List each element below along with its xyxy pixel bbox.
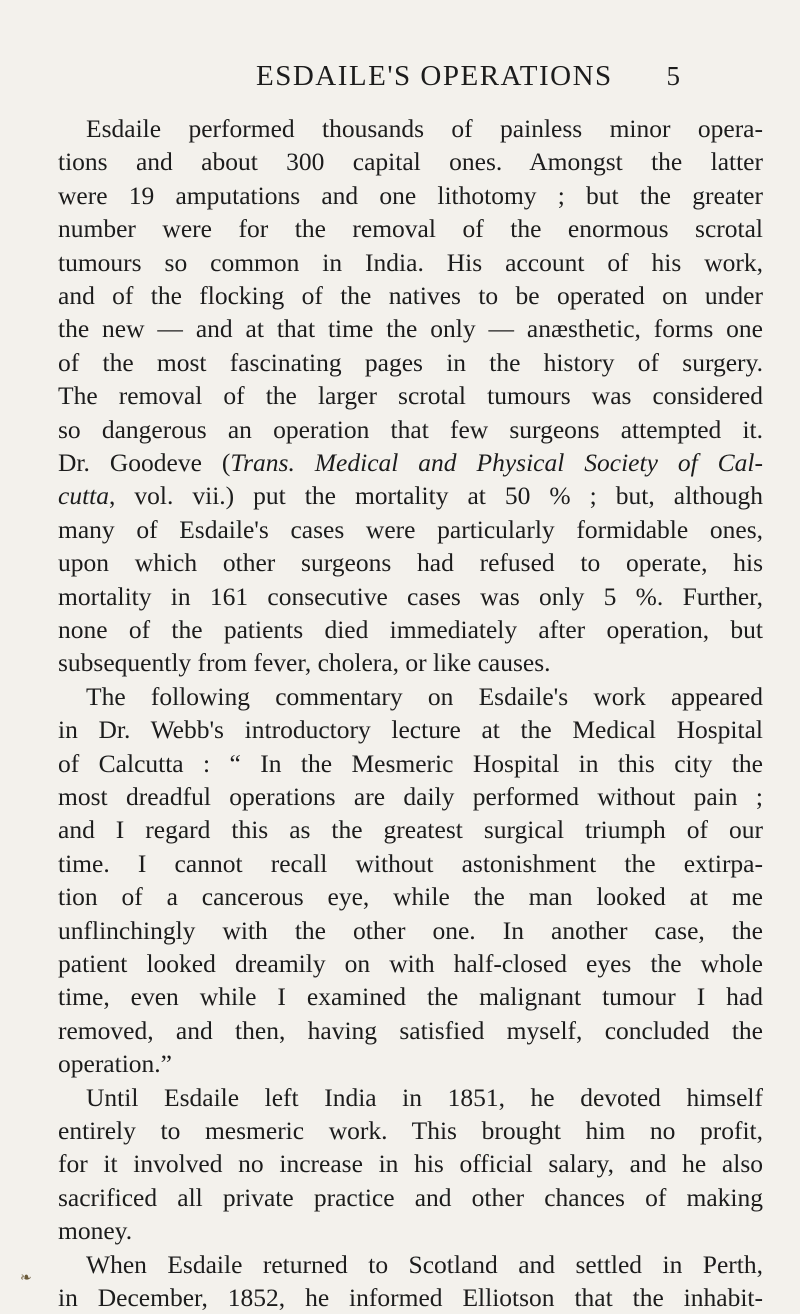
page-number: 5 xyxy=(666,61,680,91)
text-line: so dangerous an operation that few surgeons attempted it. xyxy=(58,415,763,444)
text-line: most dreadful operations are daily performed without pain ; xyxy=(58,782,763,811)
running-title: ESDAILE'S OPERATIONS xyxy=(256,60,613,92)
text-line: removed, and then, having satisfied myself, concluded the xyxy=(58,1016,763,1045)
text-line: patient looked dreamily on with half-closed eyes the whole xyxy=(58,949,763,978)
text-line: sacrificed all private practice and other chances of making xyxy=(58,1183,763,1212)
text-line: The following commentary on Esdaile's work appeared xyxy=(86,682,763,711)
text-line: money. xyxy=(58,1216,133,1245)
text-line: upon which other surgeons had refused to operate, his xyxy=(58,548,763,577)
text-line: number were for the removal of the enormous scrotal xyxy=(58,214,763,243)
text-line: operation.” xyxy=(58,1049,172,1078)
text-line: Esdaile performed thousands of painless minor opera- xyxy=(86,114,763,143)
text-line: of Calcutta : “ In the Mesmeric Hospital in this city the xyxy=(58,749,763,778)
text-line: mortality in 161 consecutive cases was only 5 %. Further, xyxy=(58,582,763,611)
text-line: Dr. Goodeve (Trans. Medical and Physical Society of Cal- xyxy=(58,448,763,477)
text-line: were 19 amputations and one lithotomy ; but the greater xyxy=(58,181,763,210)
text-line: time, even while I examined the malignant tumour I had xyxy=(58,982,763,1011)
text-line: cutta, vol. vii.) put the mortality at 50 % ; but, although xyxy=(58,481,763,510)
text-line: none of the patients died immediately after operation, but xyxy=(58,615,763,644)
text-line: the new — and at that time the only — anæsthetic, forms one xyxy=(58,314,763,343)
text-line: unflinchingly with the other one. In another case, the xyxy=(58,916,763,945)
text-line: tions and about 300 capital ones. Amongst the latter xyxy=(58,147,763,176)
text-line: many of Esdaile's cases were particularly formidable ones, xyxy=(58,515,763,544)
text-line: Until Esdaile left India in 1851, he devoted himself xyxy=(86,1083,763,1112)
text-line: in Dr. Webb's introductory lecture at the Medical Hospital xyxy=(58,715,763,744)
text-line: subsequently from fever, cholera, or like causes. xyxy=(58,648,551,677)
text-line: tion of a cancerous eye, while the man looked at me xyxy=(58,882,763,911)
text-line: for it involved no increase in his official salary, and he also xyxy=(58,1149,763,1178)
body-text xyxy=(58,112,763,1312)
text-line: time. I cannot recall without astonishment the extirpa- xyxy=(58,849,763,878)
text-line: When Esdaile returned to Scotland and settled in Perth, xyxy=(86,1250,763,1279)
text-line: in December, 1852, he informed Elliotson that the inhabit- xyxy=(58,1283,763,1312)
text-line: of the most fascinating pages in the history of surgery. xyxy=(58,348,763,377)
text-line: tumours so common in India. His account of his work, xyxy=(58,248,763,277)
running-head xyxy=(256,58,680,94)
text-line: entirely to mesmeric work. This brought him no profit, xyxy=(58,1116,763,1145)
text-line: and I regard this as the greatest surgical triumph of our xyxy=(58,815,763,844)
text-line: and of the flocking of the natives to be operated on under xyxy=(58,281,763,310)
text-line: The removal of the larger scrotal tumours was considered xyxy=(58,381,763,410)
margin-mark: ❧ xyxy=(20,1271,32,1286)
